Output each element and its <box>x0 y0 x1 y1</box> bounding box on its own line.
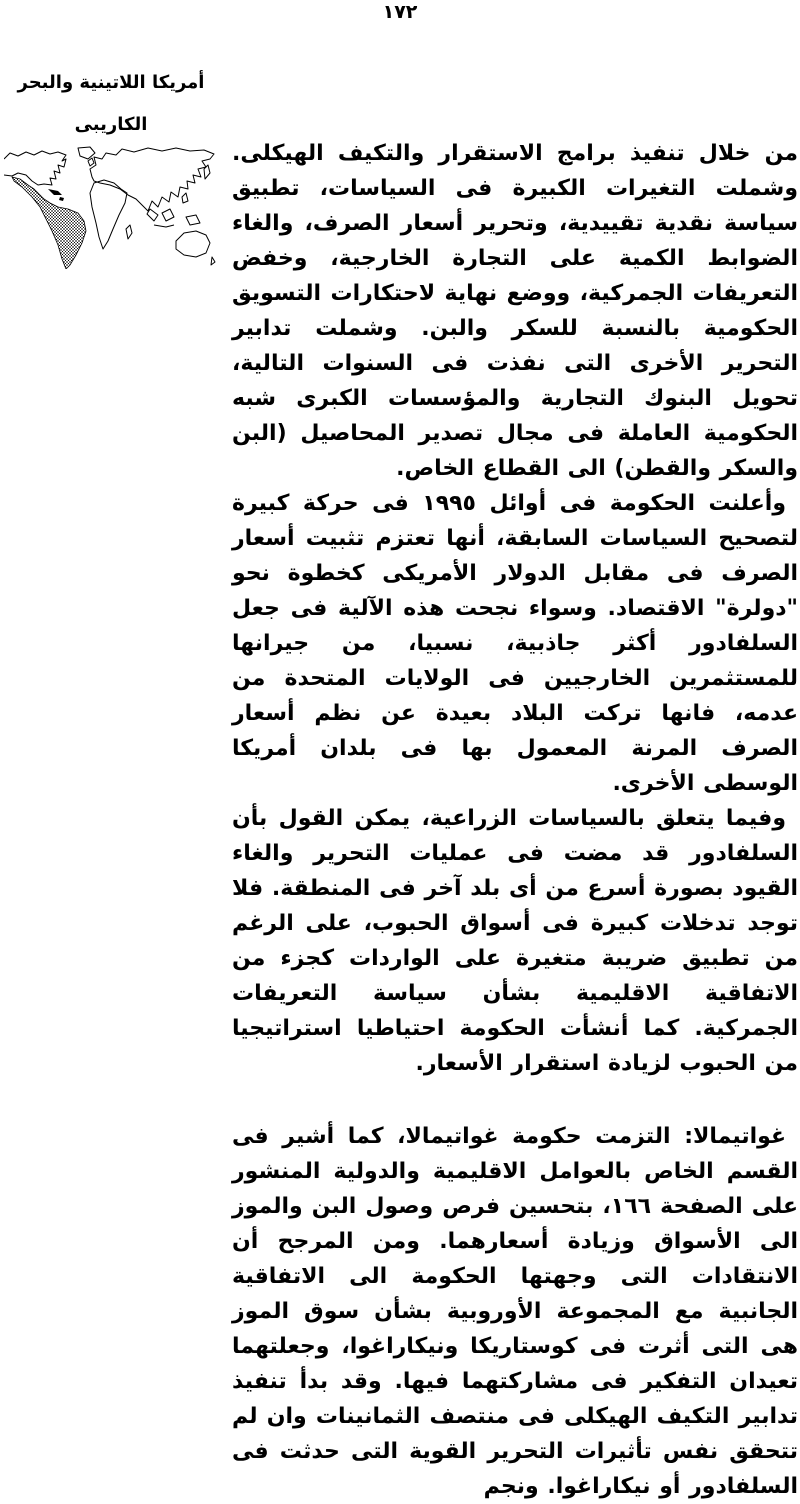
map-caption-line-1: أمريكا اللاتينية والبحر <box>17 72 205 93</box>
region-latin-america-highlight <box>12 177 86 269</box>
paragraph-1: من خلال تنفيذ برامج الاستقرار والتكيف الهيكلى. وشملت التغيرات الكبيرة فى السياسات، تطبيق سياسة نقدية تقييدية، وتحرير أسعار الصرف، والغاء الضوابط الكمية على التجارة الخارجية، وخفض التعريفات الجمركية، ووضع نهاية لاحتكارات التسويق الحكومية بالنسبة للسكر والبن. وشملت تدابير التحرير الأخرى التى نفذت فى السنوات التالية، تحويل البنوك التجارية والمؤسسات الكبرى شبه الحكومية العاملة فى مجال تصدير المحاصيل (البن والسكر والقطن) الى القطاع الخاص. <box>232 141 798 481</box>
islands-indonesia <box>147 209 174 227</box>
islands-philippines <box>182 193 188 203</box>
article-text <box>232 136 798 1504</box>
paragraph-4-body: التزمت حكومة غواتيمالا، كما أشير فى القسم الخاص بالعوامل الاقليمية والدولية المنشور على الصفحة ١٦٦، بتحسين فرص وصول البن والموز الى الأسواق وزيادة أسعارهما. ومن المرجح أن الانتقادات التى وجهتها الحكومة الى الاتفاقية الجانبية مع المجموعة الأوروبية بشأن سوق الموز هى التى أثرت فى كوستاريكا ونيكاراغوا، وجعلتهما تعيدان التفكير فى مشاركتهما فيها. وقد بدأ تنفيذ تدابير التكيف الهيكلى فى منتصف الثمانينات وان لم تتحقق نفس تأثيرات التحرير القوية التى حدثت فى السلفادور أو نيكاراغوا. ونجم <box>232 1124 798 1499</box>
map-caption-line-2: الكاريبى <box>74 114 148 135</box>
island-greenland <box>78 147 95 159</box>
map-caption <box>0 72 222 136</box>
paragraph-4 <box>232 1119 798 1504</box>
islands-new-zealand <box>211 257 215 265</box>
paragraph-2: وأعلنت الحكومة فى أوائل ١٩٩٥ فى حركة كبيرة لتصحيح السياسات السابقة، أنها تعتزم تثبيت أسعار الصرف فى مقابل الدولار الأمريكى كخطوة نحو "دولرة" الاقتصاد. وسواء نجحت هذه الآلية فى جعل السلفادور أكثر جاذبية، نسبيا، من جيرانها للمستثمرين الخارجيين فى الولايات المتحدة من عدمه، فانها تركت البلاد بعيدة عن نظم أسعار الصرف المرنة المعمول بها فى بلدان أمريكا الوسطى الأخرى. <box>232 491 798 796</box>
continent-australia <box>176 231 210 257</box>
island-madagascar <box>126 225 132 239</box>
island-britain <box>88 158 94 166</box>
islands-caribbean <box>48 189 64 201</box>
island-new-guinea <box>186 215 200 225</box>
paragraph-3: وفيما يتعلق بالسياسات الزراعية، يمكن القول بأن السلفادور قد مضت فى عمليات التحرير والغاء القيود بصورة أسرع من أى بلد آخر فى المنطقة. فلا توجد تدخلات كبيرة فى أسواق الحبوب، على الرغم من تطبيق ضريبة متغيرة على الواردات كجزء من الاتفاقية الاقليمية بشأن سياسة التعريفات الجمركية. كما أنشأت الحكومة احتياطيا استراتيجيا من الحبوب لزيادة استقرار الأسعار. <box>232 806 798 1076</box>
page-number: ١٧٢ <box>382 1 418 23</box>
world-map-icon <box>4 145 218 269</box>
world-map-figure <box>0 72 222 269</box>
continent-eurasia <box>90 148 214 211</box>
paragraph-4-lead: غواتيمالا: <box>684 1124 786 1149</box>
